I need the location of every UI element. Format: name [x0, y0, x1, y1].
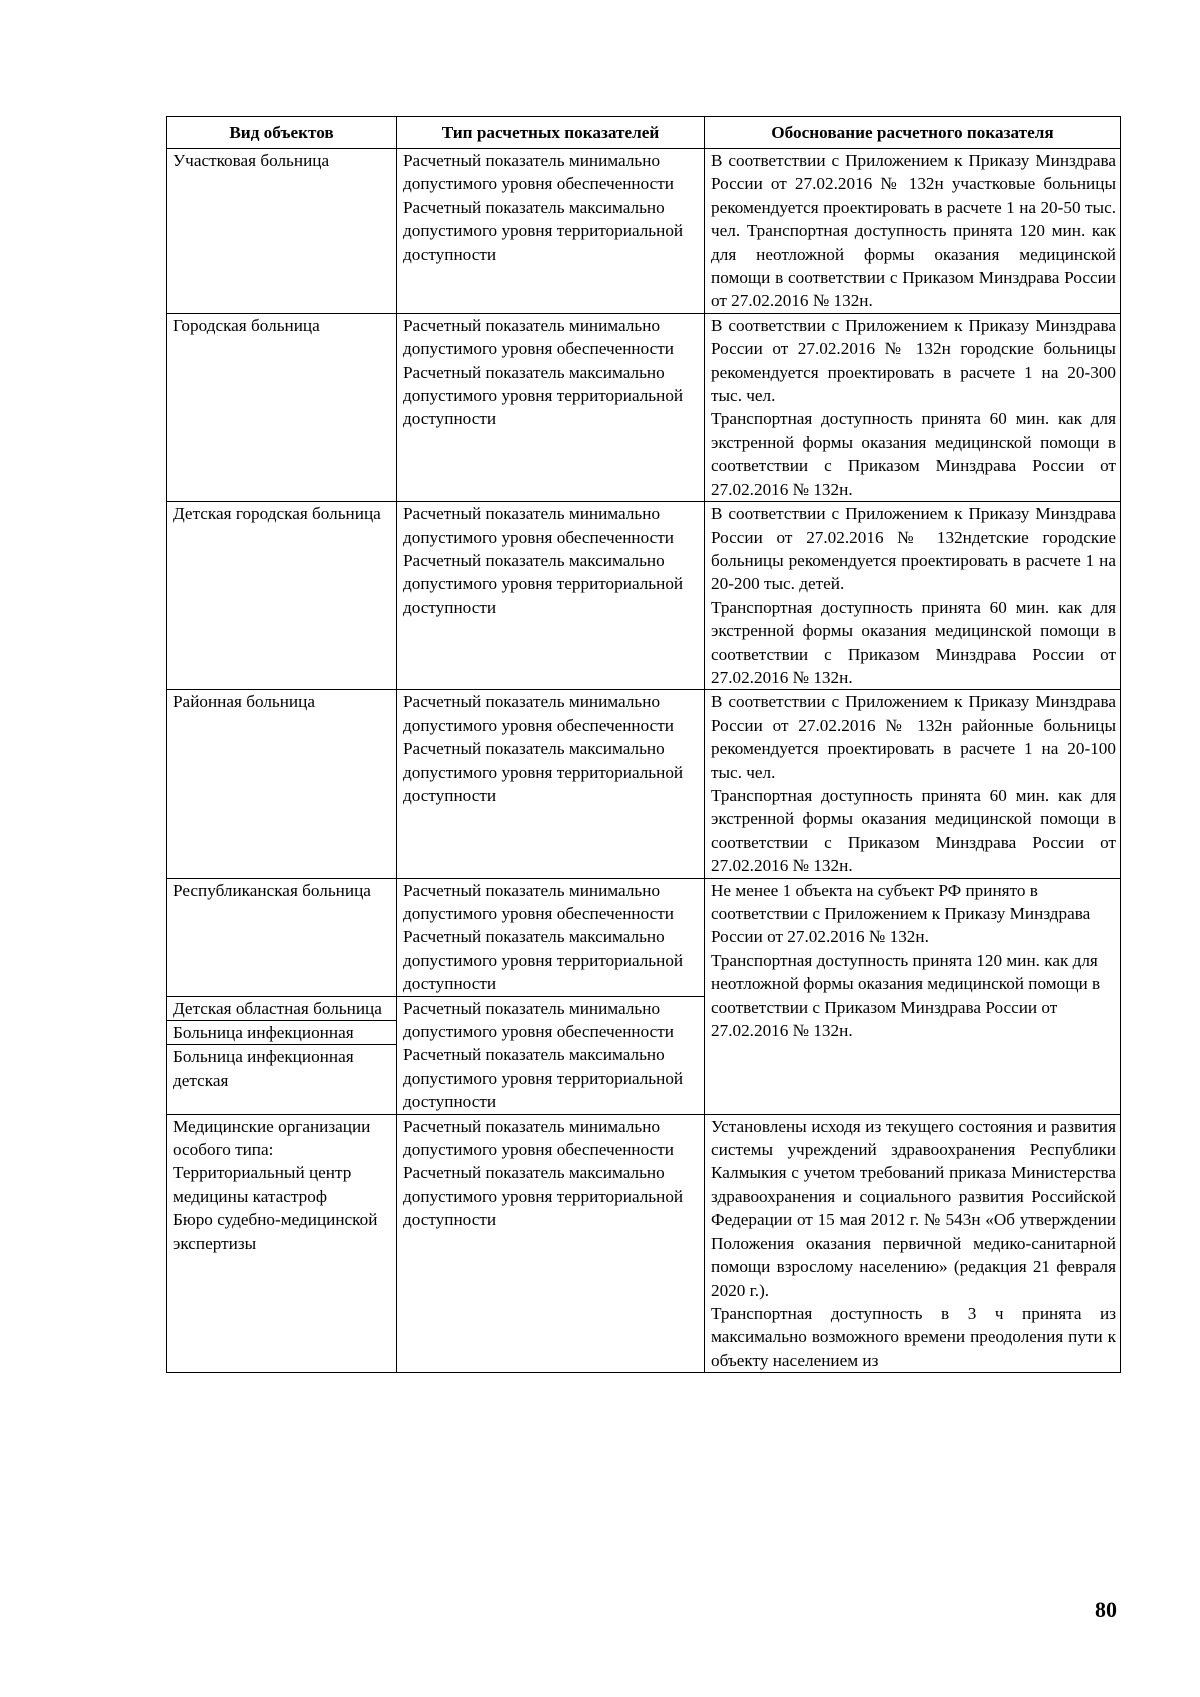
- indicator-text: Расчетный показатель максимально допустимого уровня территориальной доступности: [403, 1163, 684, 1230]
- object-cell: [167, 502, 397, 690]
- object-name: Республиканская больница: [173, 880, 371, 900]
- indicator-text: Расчетный показатель максимально допустимого уровня территориальной доступности: [403, 739, 684, 805]
- justification-text: В соответствии с Приложением к Приказу Минздрава России от 27.02.2016 № 132н районные больницы рекомендуется проектировать в расчете 1 на 20-100 тыс. чел.: [711, 692, 1116, 782]
- indicator-text: Расчетный показатель минимально допустимого уровня обеспеченности: [403, 1116, 674, 1160]
- justification-cell-merged: [705, 878, 1121, 1114]
- object-name: Детская городская больница: [173, 504, 381, 524]
- object-name: Территориальный центр медицины катастроф: [173, 1163, 352, 1206]
- object-cell: [167, 878, 397, 996]
- indicator-cell: [397, 313, 705, 501]
- justification-text: В соответствии с Приложением к Приказу Минздрава России от 27.02.2016 № 132н участковые больницы рекомендуется проектировать в расчете 1 на 20-50 тыс. чел. Транспортная доступность принята 120 мин. как для неотложной формы оказания медицинской помощи в соответствии с Приказом Минздрава России от 27.02.2016 № 132н.: [711, 151, 1116, 311]
- page-number: 80: [1095, 1597, 1117, 1622]
- justification-text: Транспортная доступность принята 60 мин. как для экстренной формы оказания медицинской помощи в соответствии с Приказом Минздрава России от 27.02.2016 № 132н.: [711, 785, 1116, 876]
- object-name: Больница инфекционная детская: [167, 1044, 396, 1092]
- object-name: Районная больница: [173, 692, 315, 712]
- norms-table: [166, 116, 1121, 1373]
- table-row: [167, 690, 1121, 878]
- indicator-text: Расчетный показатель минимально допустимого уровня обеспеченности: [403, 504, 674, 547]
- indicator-cell: [397, 878, 705, 996]
- object-name: Городская больница: [173, 315, 320, 335]
- table-row: [167, 313, 1121, 501]
- object-name: Бюро судебно-медицинской экспертизы: [173, 1210, 378, 1253]
- object-cell: [167, 313, 397, 501]
- indicator-cell: [397, 996, 705, 1114]
- table-row: [167, 878, 1121, 996]
- header-indicator-type: Тип расчетных показателей: [397, 117, 705, 149]
- justification-text: В соответствии с Приложением к Приказу Минздрава России от 27.02.2016 № 132н городские больницы рекомендуется проектировать в расчете 1 на 20-300 тыс. чел.: [711, 315, 1116, 406]
- justification-text: Транспортная доступность принята 120 мин. как для неотложной формы оказания медицинской помощи в соответствии с Приказом Минздрава России от 27.02.2016 № 132н.: [711, 950, 1101, 1041]
- header-object-type: Вид объектов: [167, 117, 397, 149]
- justification-cell: [705, 1114, 1121, 1372]
- indicator-text: Расчетный показатель минимально допустимого уровня обеспеченности: [403, 315, 674, 359]
- object-name: Детская областная больница: [173, 998, 382, 1018]
- table-row: [167, 1114, 1121, 1372]
- indicator-cell: [397, 690, 705, 878]
- object-name: Медицинские организации особого типа:: [173, 1116, 371, 1160]
- justification-cell: [705, 690, 1121, 878]
- justification-text: Транспортная доступность в 3 ч принята из максимально возможного времени преодоления пути к объекту населением из: [711, 1303, 1116, 1370]
- justification-cell: [705, 149, 1121, 314]
- object-name: Больница инфекционная: [167, 1020, 396, 1044]
- justification-text: Транспортная доступность принята 60 мин. как для экстренной формы оказания медицинской помощи в соответствии с Приказом Минздрава России от 27.02.2016 № 132н.: [711, 597, 1116, 687]
- justification-text: Транспортная доступность принята 60 мин. как для экстренной формы оказания медицинской помощи в соответствии с Приказом Минздрава России от 27.02.2016 № 132н.: [711, 409, 1116, 499]
- indicator-text: Расчетный показатель максимально допустимого уровня территориальной доступности: [403, 927, 684, 994]
- indicator-text: Расчетный показатель максимально допустимого уровня территориальной доступности: [403, 362, 684, 429]
- table-row: [167, 502, 1121, 690]
- justification-text: В соответствии с Приложением к Приказу Минздрава России от 27.02.2016 № 132ндетские городские больницы рекомендуется проектировать в расчете 1 на 20-200 тыс. детей.: [711, 504, 1116, 594]
- indicator-cell: [397, 1114, 705, 1372]
- table-row: [167, 149, 1121, 314]
- indicator-text: Расчетный показатель максимально допустимого уровня территориальной доступности: [403, 550, 684, 617]
- object-cell-multi: [167, 996, 397, 1114]
- indicator-text: Расчетный показатель минимально допустимого уровня обеспеченности: [403, 880, 674, 923]
- table-header-row: [167, 117, 1121, 149]
- indicator-text: Расчетный показатель минимально допустимого уровня обеспеченности: [403, 998, 674, 1042]
- object-cell: [167, 690, 397, 878]
- justification-cell: [705, 502, 1121, 690]
- object-name: Участковая больница: [173, 151, 330, 170]
- justification-cell: [705, 313, 1121, 501]
- indicator-text: Расчетный показатель минимально допустимого уровня обеспеченности: [403, 151, 674, 194]
- object-cell: [167, 1114, 397, 1372]
- header-justification: Обоснование расчетного показателя: [705, 117, 1121, 149]
- indicator-cell: [397, 502, 705, 690]
- indicator-cell: [397, 149, 705, 314]
- indicator-text: Расчетный показатель максимально допустимого уровня территориальной доступности: [403, 197, 684, 264]
- justification-text: Не менее 1 объекта на субъект РФ принято в соответствии с Приложением к Приказу Минздрава России от 27.02.2016 № 132н.: [711, 880, 1091, 947]
- justification-text: Установлены исходя из текущего состояния и развития системы учреждений здравоохранения Республики Калмыкия с учетом требований приказа Министерства здравоохранения и социального развития Российской Федерации от 15 мая 2012 г. № 543н «Об утверждении Положения оказания первичной медико-санитарной помощи взрослому населению» (редакция 21 февраля 2020 г.).: [711, 1116, 1116, 1300]
- indicator-text: Расчетный показатель максимально допустимого уровня территориальной доступности: [403, 1045, 684, 1112]
- object-cell: [167, 149, 397, 314]
- indicator-text: Расчетный показатель минимально допустимого уровня обеспеченности: [403, 692, 674, 735]
